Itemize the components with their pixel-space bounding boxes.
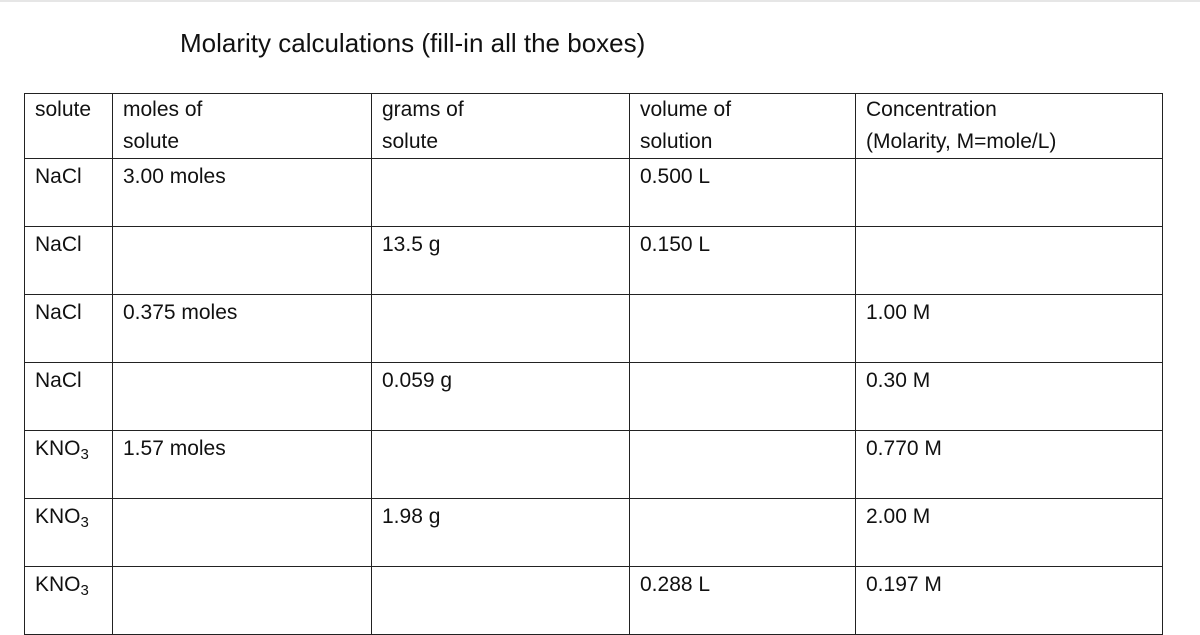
header-moles [113, 94, 372, 159]
cell-solute [25, 567, 113, 635]
cell-solute [25, 295, 113, 363]
cell-volume[interactable]: 0.288 L [630, 567, 856, 635]
cell-solute [25, 363, 113, 431]
header-concentration-line2: (Molarity, M=mole/L) [866, 130, 1057, 153]
cell-moles[interactable] [113, 227, 372, 295]
cell-volume[interactable] [630, 295, 856, 363]
cell-moles[interactable]: 0.375 moles [113, 295, 372, 363]
header-grams [372, 94, 630, 159]
table-row [25, 567, 1163, 635]
cell-volume[interactable]: 0.500 L [630, 159, 856, 227]
cell-grams[interactable]: 1.98 g [372, 499, 630, 567]
header-grams-line1: grams of [382, 98, 464, 121]
cell-moles[interactable]: 1.57 moles [113, 431, 372, 499]
table-row [25, 159, 1163, 227]
header-moles-line1: moles of [123, 98, 203, 121]
cell-concentration[interactable]: 0.770 M [856, 431, 1163, 499]
table-row [25, 363, 1163, 431]
cell-grams[interactable] [372, 295, 630, 363]
header-volume-line1: volume of [640, 98, 732, 121]
cell-volume[interactable] [630, 431, 856, 499]
cell-grams[interactable]: 0.059 g [372, 363, 630, 431]
molarity-table [24, 93, 1163, 635]
cell-grams[interactable]: 13.5 g [372, 227, 630, 295]
header-moles-line2: solute [123, 130, 180, 153]
cell-concentration[interactable]: 0.30 M [856, 363, 1163, 431]
page-title: Molarity calculations (fill-in all the boxes) [180, 28, 646, 58]
solute-subscript: 3 [80, 582, 89, 599]
cell-grams[interactable] [372, 159, 630, 227]
solute-name: NaCl [35, 165, 82, 188]
cell-volume[interactable]: 0.150 L [630, 227, 856, 295]
cell-grams[interactable] [372, 567, 630, 635]
solute-name: KNO [35, 437, 81, 460]
cell-solute [25, 159, 113, 227]
header-volume-line2: solution [640, 130, 713, 153]
cell-concentration[interactable]: 2.00 M [856, 499, 1163, 567]
cell-volume[interactable] [630, 363, 856, 431]
header-concentration-line1: Concentration [866, 98, 997, 121]
cell-solute [25, 227, 113, 295]
solute-name: NaCl [35, 301, 82, 324]
cell-concentration[interactable] [856, 159, 1163, 227]
cell-concentration[interactable]: 0.197 M [856, 567, 1163, 635]
solute-subscript: 3 [80, 446, 89, 463]
solute-name: NaCl [35, 369, 82, 392]
header-solute [25, 94, 113, 159]
table-row [25, 227, 1163, 295]
solute-name: NaCl [35, 233, 82, 256]
header-concentration [856, 94, 1163, 159]
cell-moles[interactable] [113, 567, 372, 635]
cell-moles[interactable]: 3.00 moles [113, 159, 372, 227]
solute-name: KNO [35, 505, 81, 528]
cell-concentration[interactable]: 1.00 M [856, 295, 1163, 363]
header-grams-line2: solute [382, 130, 439, 153]
cell-concentration[interactable] [856, 227, 1163, 295]
cell-grams[interactable] [372, 431, 630, 499]
cell-volume[interactable] [630, 499, 856, 567]
table-row [25, 431, 1163, 499]
solute-subscript: 3 [80, 514, 89, 531]
header-solute-line1: solute [35, 98, 92, 121]
cell-moles[interactable] [113, 363, 372, 431]
table-row [25, 295, 1163, 363]
header-volume [630, 94, 856, 159]
table-header-row [25, 94, 1163, 159]
table-row [25, 499, 1163, 567]
cell-solute [25, 431, 113, 499]
solute-name: KNO [35, 573, 81, 596]
cell-moles[interactable] [113, 499, 372, 567]
top-divider [0, 0, 1200, 2]
cell-solute [25, 499, 113, 567]
